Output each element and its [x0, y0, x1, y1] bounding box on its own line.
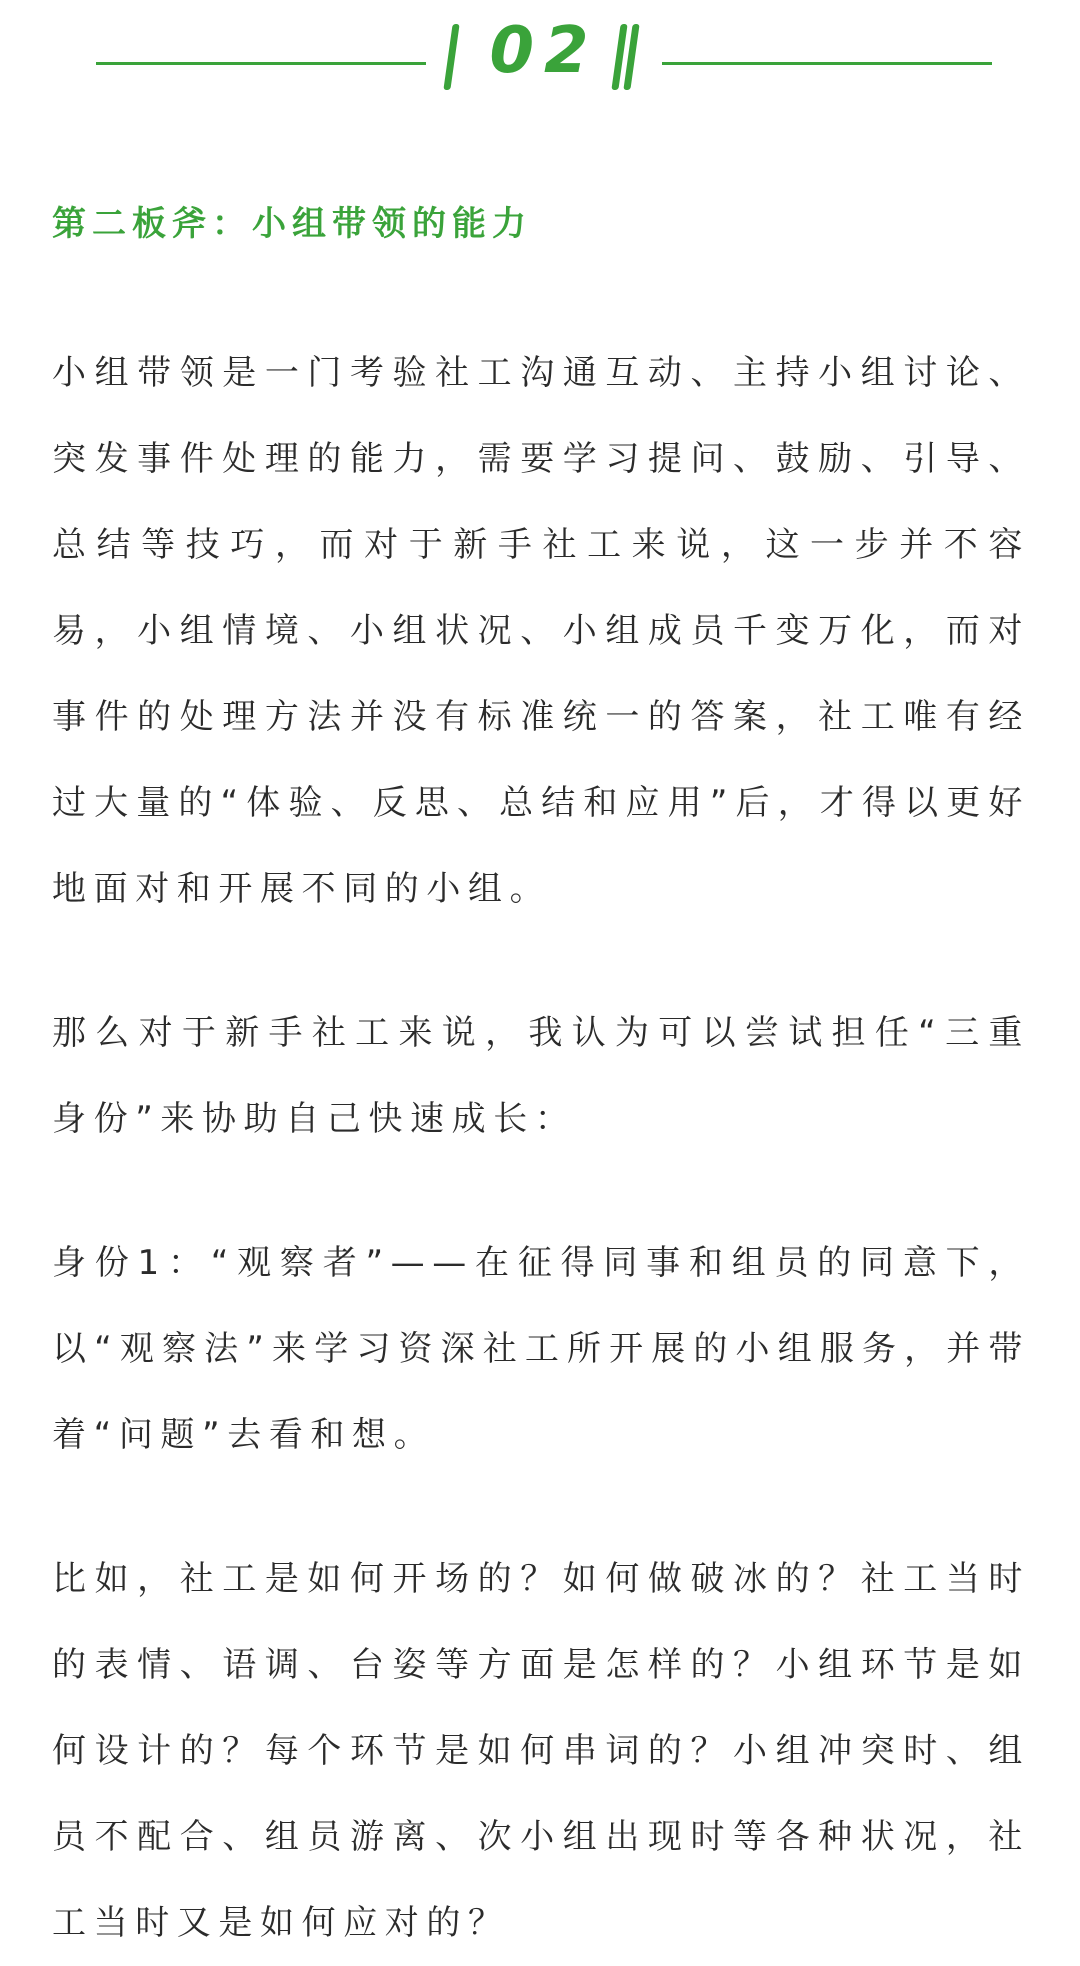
paragraph: 小组带领是一门考验社工沟通互动、主持小组讨论、突发事件处理的能力，需要学习提问、鼓励、引导、总结等技巧，而对于新手社工来说，这一步并不容易，小组情境、小组状况、小组成员千变万化，而对事件的处理方法并没有标准统一的答案，社工唯有经过大量的“体验、反思、总结和应用”后，才得以更好地面对和开展不同的小组。: [52, 353, 1030, 909]
paragraph: 比如，社工是如何开场的？如何做破冰的？社工当时的表情、语调、台姿等方面是怎样的？小组环节是如何设计的？每个环节是如何串词的？小组冲突时、组员不配合、组员游离、次小组出现时等各种状况，社工当时又是如何应对的？: [52, 1559, 1030, 1943]
section-divider: [96, 14, 992, 100]
section-title: 第二板斧：小组带领的能力: [52, 204, 532, 244]
section-number: 02: [489, 14, 599, 88]
paragraph: 那么对于新手社工来说，我认为可以尝试担任“三重身份”来协助自己快速成长：: [52, 1013, 1030, 1139]
divider-line-right: [662, 62, 992, 65]
article-body: [52, 330, 1030, 1966]
paragraph: 身份1：“观察者”——在征得同事和组员的同意下，以“观察法”来学习资深社工所开展的小组服务，并带着“问题”去看和想。: [52, 1243, 1030, 1455]
